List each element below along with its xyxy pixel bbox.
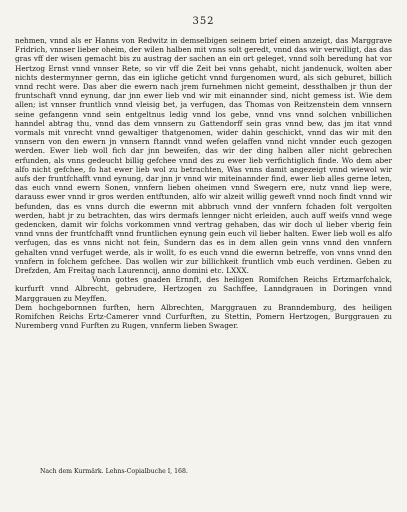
page-number: 352 <box>192 16 215 27</box>
closing-signature: Vonn gottes gnaden Ernnft, des heiligen Romifchen Reichs Ertzmarfchalck, kurfurft vnnd Albrecht, gebrudere, Hertzogen zu Sachffee, Lanndgrauen in Doringen vnnd Marggrauen zu Meyffen. <box>15 275 392 303</box>
address-paragraph: Dem hochgebornnen furften, hern Albrechten, Marggrauen zu Branndemburg, des heiligen Romifchen Reichs Ertz-Camerer vnnd Curfurften, zu Stettin, Pomern Hertzogen, Burggrauen zu Nuremberg vnnd Furften zu Rugen, vnnferm lieben Swager. <box>15 302 392 331</box>
source-footnote: Nach dem Kurmärk. Lehns-Copialbuche I, 168. <box>40 468 188 475</box>
main-paragraph: nehmen, vnnd als er Hanns von Redwitz in demselbigen seinem brief einen anzeigt, das Marggrave Fridrich, vnnser lieber oheim, der wilen halben mit vnns solt geredt, vnnd das wir verwilligt, das das gras vff der wisen gemacht bis zu austrag der sachen an ein ort geleget, vnnd solh beredung hat vor Hertzog Ernst vnnd vnnser Rete, so vir vff die Zeit bei vnns gehabt, nicht jandenuck, wolten aber nichts destermynner gernn, das ein igliche geticht vnnd furgenomen wurd, als sich geburet, billich vnnd recht were. Das aber die ewern nach jrem furnehmen nicht gemeint, dessthalben jr thun der fruntschaft vnnd eynung, dar jnn ewer lieb vnd wir mit einannder sind, nicht gemess ist. Wie dem allen; ist vnnser fruntlich vnnd vleisig bet, ja verfugen, das Thomas von Reitzenstein dem vnnsern seine gefangenn vnnd sein entgeltnus ledig vnnd los gebe, vnnd vns vnnd solchen vnbillichen hanndel abtrag thu, vnnd das dem vnnsern zu Gattendorff sein gras vnnd bew, das jm itat vnnd vormals mit vnrecht vnnd gewaltiger thatgenomen, wider dahin geschickt, vnnd das wir mit den vnnsern von den ewern jn vnnsern ftanndt vnnd wefen gelaffen vnnd nicht vnnder euch gezogen werden. Ewer lieb woll fich dar jnn beweifen, das wir der ding halben aller nicht gebrechen erfunden, als vnns gedeucht billig gefchee vnnd des zu ewer lieb verfichtiglich finde. Wo dem aber alfo nicht gefchee, fo hat ewer lieb wol zu betrachten, Was vnns damit angezeigt vnnd wiewol wir aufs der fruntfchafft vnnd eynung, dar jnn jr vnnd wir miteinannder find, ewer lieb alles gerne leten, das euch vnnd ewern Sonen, vnnfern lieben oheimen vnnd Swegern ere, nutz vnnd liep were, darauss ewer vnnd ir gros werden entftunden, alfo wir alzeit willig geweft vnnd noch findt vnnd wir befunden, das es vnns durch die ewernn mit abbruch vnnd der vnnfern fchaden folt vergolten werden, habt jr zu betrachten, das wirs dermafs lennger nicht erleiden, auch auff weifs vnnd wege gedencken, damit wir folchs vorkommen vnnd vertrag gehaben, das wir doch ul lieber vberig fein vnnd vnns der fruntfchafft vnnd fruntlichen eynung gein euch vil lieber halten. Ewer lieb woll es alfo verfugen, das es vnns nicht not fein, Sundern das es in dem allen gein vnns vnnd den vnnfern gehalten vnnd verfuget werde, als ir wollt, fo es euch vnnd die ewernn betreffe, von vnns vnnd den vnnfern in folchem gefchee. Das wollen wir zur billichkeit fruntlich vmb euch verdinen. Geben zu Drefzden, Am Freitag nach Laurenncij, anno domini etc. LXXX. <box>15 36 392 276</box>
document-body <box>15 36 392 331</box>
